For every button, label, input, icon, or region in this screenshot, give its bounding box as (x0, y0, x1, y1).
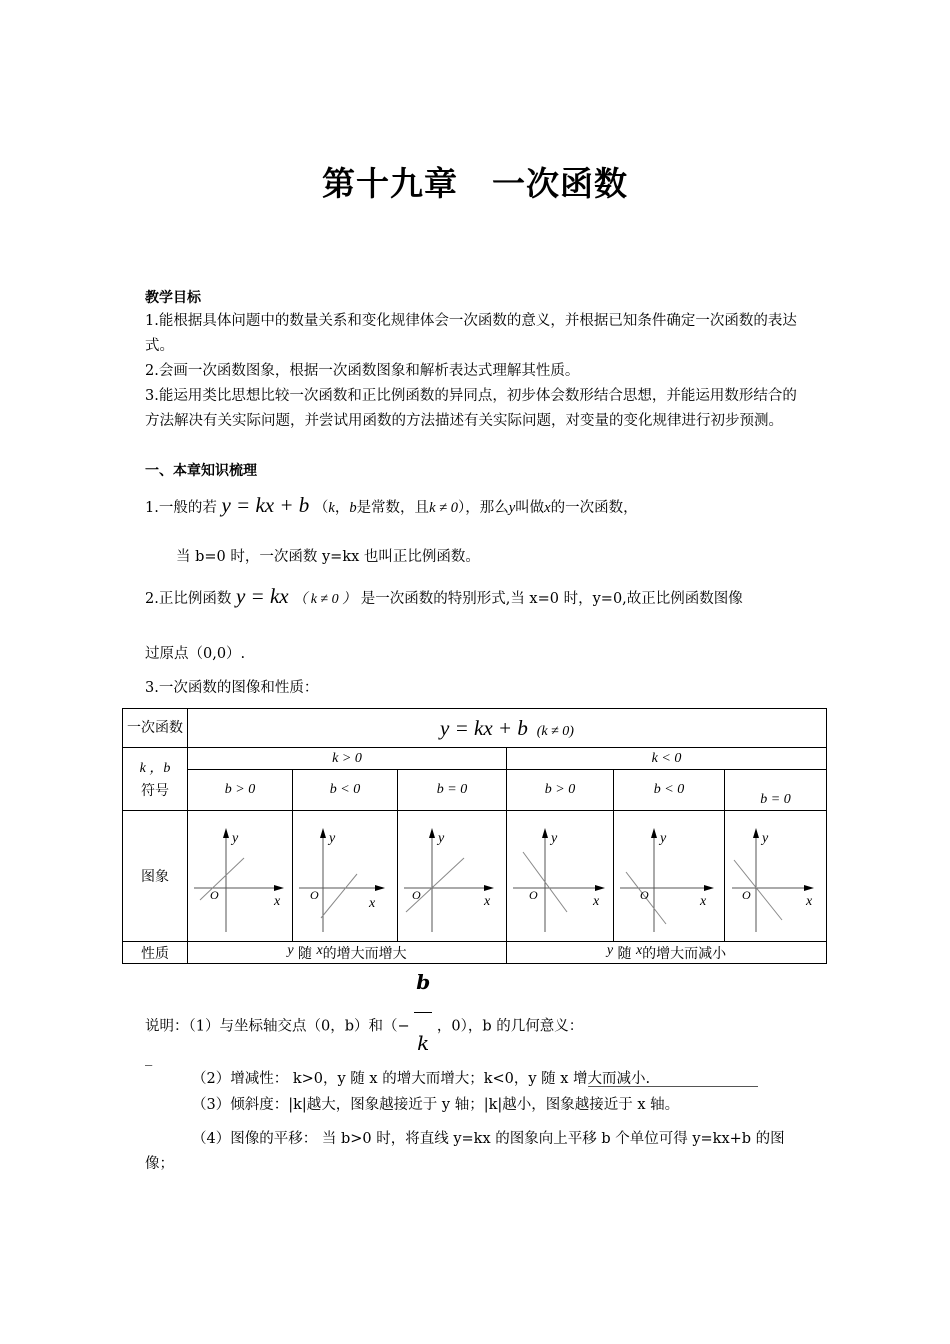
chapter-name: 一次函数 (492, 164, 628, 203)
goal-2: 2.会画一次函数图象，根据一次函数图象和解析表达式理解其性质。 (145, 363, 580, 379)
svg-text:x: x (700, 893, 707, 909)
b-cond-4: b > 0 (507, 770, 614, 811)
property-decreasing: y 随 x的增大而减小 (507, 942, 827, 964)
formula-linear: y = kx + b (221, 493, 310, 517)
graph-k-neg-b-neg (614, 812, 724, 941)
svg-text:y: y (329, 830, 336, 846)
row-label-function: 一次函数 (123, 709, 188, 748)
svg-text:y: y (761, 830, 768, 846)
graph-k-neg-b-pos (507, 812, 613, 941)
b-cond-6: b = 0 (725, 770, 827, 811)
note-3: （3）倾斜度：|k|越大，图象越接近于 y 轴；|k|越小，图象越接近于 x 轴。 (192, 1097, 680, 1113)
graph-k-pos-b-neg (293, 812, 397, 941)
goal-3: 3.能运用类比思想比较一次函数和正比例函数的异同点，初步体会数形结合思想，并能运用数形结合的方法解决有关实际问题，并尝试用函数的方法描述有关实际问题，对变量的变化规律进行初步预测。 (145, 388, 797, 429)
graph-k-pos-b-pos (188, 812, 292, 941)
row-label-property: 性质 (123, 942, 188, 964)
goal-1: 1.能根据具体问题中的数量关系和变化规律体会一次函数的意义，并根据已知条件确定一次函数的表达式。 (145, 313, 797, 354)
item-1-note: 当 b=0 时，一次函数 y=kx 也叫正比例函数。 (176, 549, 480, 565)
note-2: （2）增减性： k>0，y 随 x 的增大而增大；k<0，y 随 x 增大而减小. (192, 1071, 651, 1087)
property-increasing: y 随 x的增大而增大 (188, 942, 507, 964)
graph-k-neg-b-zero (726, 812, 826, 941)
graph-cell-2 (293, 811, 398, 942)
b-cond-2: b < 0 (293, 770, 398, 811)
row-label-graph: 图象 (123, 811, 188, 942)
chapter-number: 第十九章 (322, 164, 458, 203)
svg-text:x: x (593, 893, 600, 909)
svg-text:x: x (274, 893, 281, 909)
item-1: 1.一般的若 y = kx + b （k，b是常数，且k ≠ 0），那么y叫做x的一次函数， (145, 493, 638, 517)
svg-text:x: x (484, 893, 491, 909)
k-positive-header: k > 0 (188, 748, 507, 770)
graph-cell-5 (614, 811, 725, 942)
chapter-title (0, 158, 950, 205)
svg-text:O: O (412, 887, 421, 902)
svg-text:y: y (438, 830, 445, 846)
note-1-dash: _ (145, 1050, 153, 1066)
table-header-formula: y = kx + b (k ≠ 0) (188, 709, 827, 748)
svg-text:y: y (232, 830, 239, 846)
svg-text:O: O (640, 887, 649, 902)
b-cond-3: b = 0 (398, 770, 507, 811)
svg-text:y: y (551, 830, 558, 846)
item-2: 2.正比例函数 y = kx （ k ≠ 0 ） 是一次函数的特别形式,当 x=0 时，y=0,故正比例函数图像 (145, 584, 743, 608)
fraction-b-over-k: $\frac{b}{k}$ (414, 952, 432, 1073)
goals-heading: 教学目标 (145, 290, 201, 306)
svg-text:O: O (210, 887, 219, 902)
svg-text:x: x (805, 893, 812, 909)
note-1: 说明：（1）与坐标轴交点（0，b）和（− $\frac{b}{k}$ ，0），b 的几何意义： (145, 966, 825, 1087)
row-label-signs: k ，b 符号 (123, 748, 188, 811)
svg-text:y: y (660, 830, 667, 846)
graph-cell-4 (507, 811, 614, 942)
svg-text:x: x (369, 895, 376, 911)
k-negative-header: k < 0 (507, 748, 827, 770)
graph-cell-6 (725, 811, 827, 942)
graph-cell-3 (398, 811, 507, 942)
b-cond-1: b > 0 (188, 770, 293, 811)
svg-text:O: O (310, 887, 319, 902)
note-4: （4）图像的平移： 当 b>0 时，将直线 y=kx 的图象向上平移 b 个单位可得 y=kx+b 的图像； (145, 1131, 785, 1172)
item-3: 3.一次函数的图像和性质： (145, 680, 319, 696)
section-heading: 一、本章知识梳理 (145, 463, 257, 479)
svg-text:O: O (741, 887, 751, 902)
properties-table (122, 708, 827, 964)
svg-text:O: O (529, 887, 538, 902)
item-2-cont: 过原点（0,0）. (145, 646, 246, 662)
graph-cell-1 (188, 811, 293, 942)
formula-proportional: y = kx (235, 584, 289, 608)
graph-k-pos-b-zero (398, 812, 506, 941)
b-cond-5: b < 0 (614, 770, 725, 811)
